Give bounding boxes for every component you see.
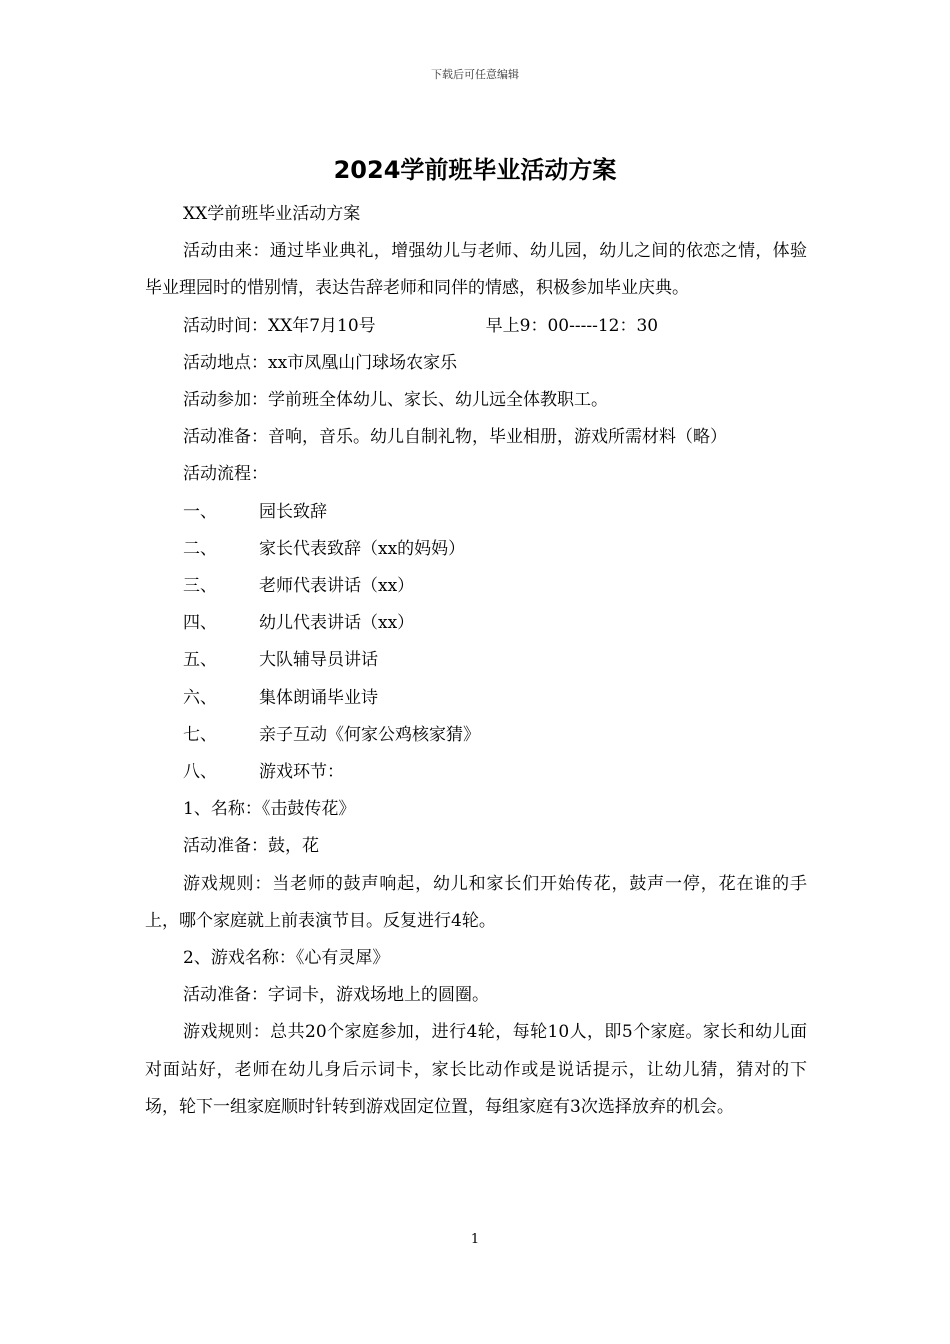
process-item: [145, 680, 807, 717]
subtitle-paragraph: XX学前班毕业活动方案: [183, 204, 361, 224]
process-item-number: 八、: [183, 762, 217, 783]
process-item-number: 五、: [183, 650, 217, 671]
process-item: [145, 605, 807, 642]
game2-preparation: 活动准备：字词卡，游戏场地上的圆圈。: [183, 985, 489, 1006]
time-paragraph: [145, 308, 807, 345]
process-item: [145, 754, 807, 791]
page-header-note: 下载后可任意编辑: [431, 68, 519, 81]
process-heading: 活动流程：: [183, 464, 268, 485]
process-item: [145, 494, 807, 531]
process-item-text: 集体朗诵毕业诗: [259, 687, 378, 708]
document-title: 2024学前班毕业活动方案: [333, 156, 617, 184]
origin-paragraph: 活动由来：通过毕业典礼，增强幼儿与老师、幼儿园，幼儿之间的依恋之情，体验毕业理园时的惜别情，表达告辞老师和同伴的情感，积极参加毕业庆典。: [145, 241, 807, 299]
participants-paragraph: 活动参加：学前班全体幼儿、家长、幼儿远全体教职工。: [183, 390, 608, 411]
process-item-text: 游戏环节：: [259, 762, 344, 783]
process-item-number: 七、: [183, 724, 217, 745]
process-item-text: 园长致辞: [259, 501, 327, 522]
game2-rules: 游戏规则：总共20个家庭参加，进行4轮，每轮10人，即5个家庭。家长和幼儿面对面站好，老师在幼儿身后示词卡，家长比动作或是说话提示，让幼儿猜，猜对的下场，轮下一组家庭顺时针转到游戏固定位置，每组家庭有3次选择放弃的机会。: [145, 1022, 807, 1117]
process-item-text: 亲子互动《何家公鸡核家猜》: [259, 724, 480, 745]
document-body: [145, 196, 807, 1126]
process-item-number: 六、: [183, 687, 217, 708]
process-item-number: 三、: [183, 576, 217, 597]
page-number: 1: [470, 1232, 480, 1247]
process-item: [145, 531, 807, 568]
time-value: 早上9：00-----12：30: [485, 315, 659, 336]
game1-preparation: 活动准备：鼓，花: [183, 836, 319, 857]
process-item: [145, 568, 807, 605]
process-item-text: 幼儿代表讲话（xx）: [259, 613, 415, 634]
process-item-text: 老师代表讲话（xx）: [259, 576, 415, 597]
place-paragraph: 活动地点：xx市凤凰山门球场农家乐: [183, 352, 458, 373]
process-item-number: 一、: [183, 501, 217, 522]
time-label: 活动时间：XX年7月10号: [183, 315, 376, 336]
process-item-text: 家长代表致辞（xx的妈妈）: [259, 538, 466, 559]
preparation-paragraph: 活动准备：音响，音乐。幼儿自制礼物，毕业相册，游戏所需材料（略）: [183, 427, 727, 448]
process-item-text: 大队辅导员讲话: [259, 650, 378, 671]
process-item: [145, 717, 807, 754]
game1-name: 1、名称：《击鼓传花》: [183, 799, 356, 820]
process-item-number: 二、: [183, 538, 217, 559]
game2-name: 2、游戏名称：《心有灵犀》: [183, 948, 390, 969]
process-item-number: 四、: [183, 613, 217, 634]
process-item: [145, 642, 807, 679]
game1-rules: 游戏规则：当老师的鼓声响起，幼儿和家长们开始传花，鼓声一停，花在谁的手上，哪个家庭就上前表演节目。反复进行4轮。: [145, 873, 807, 931]
